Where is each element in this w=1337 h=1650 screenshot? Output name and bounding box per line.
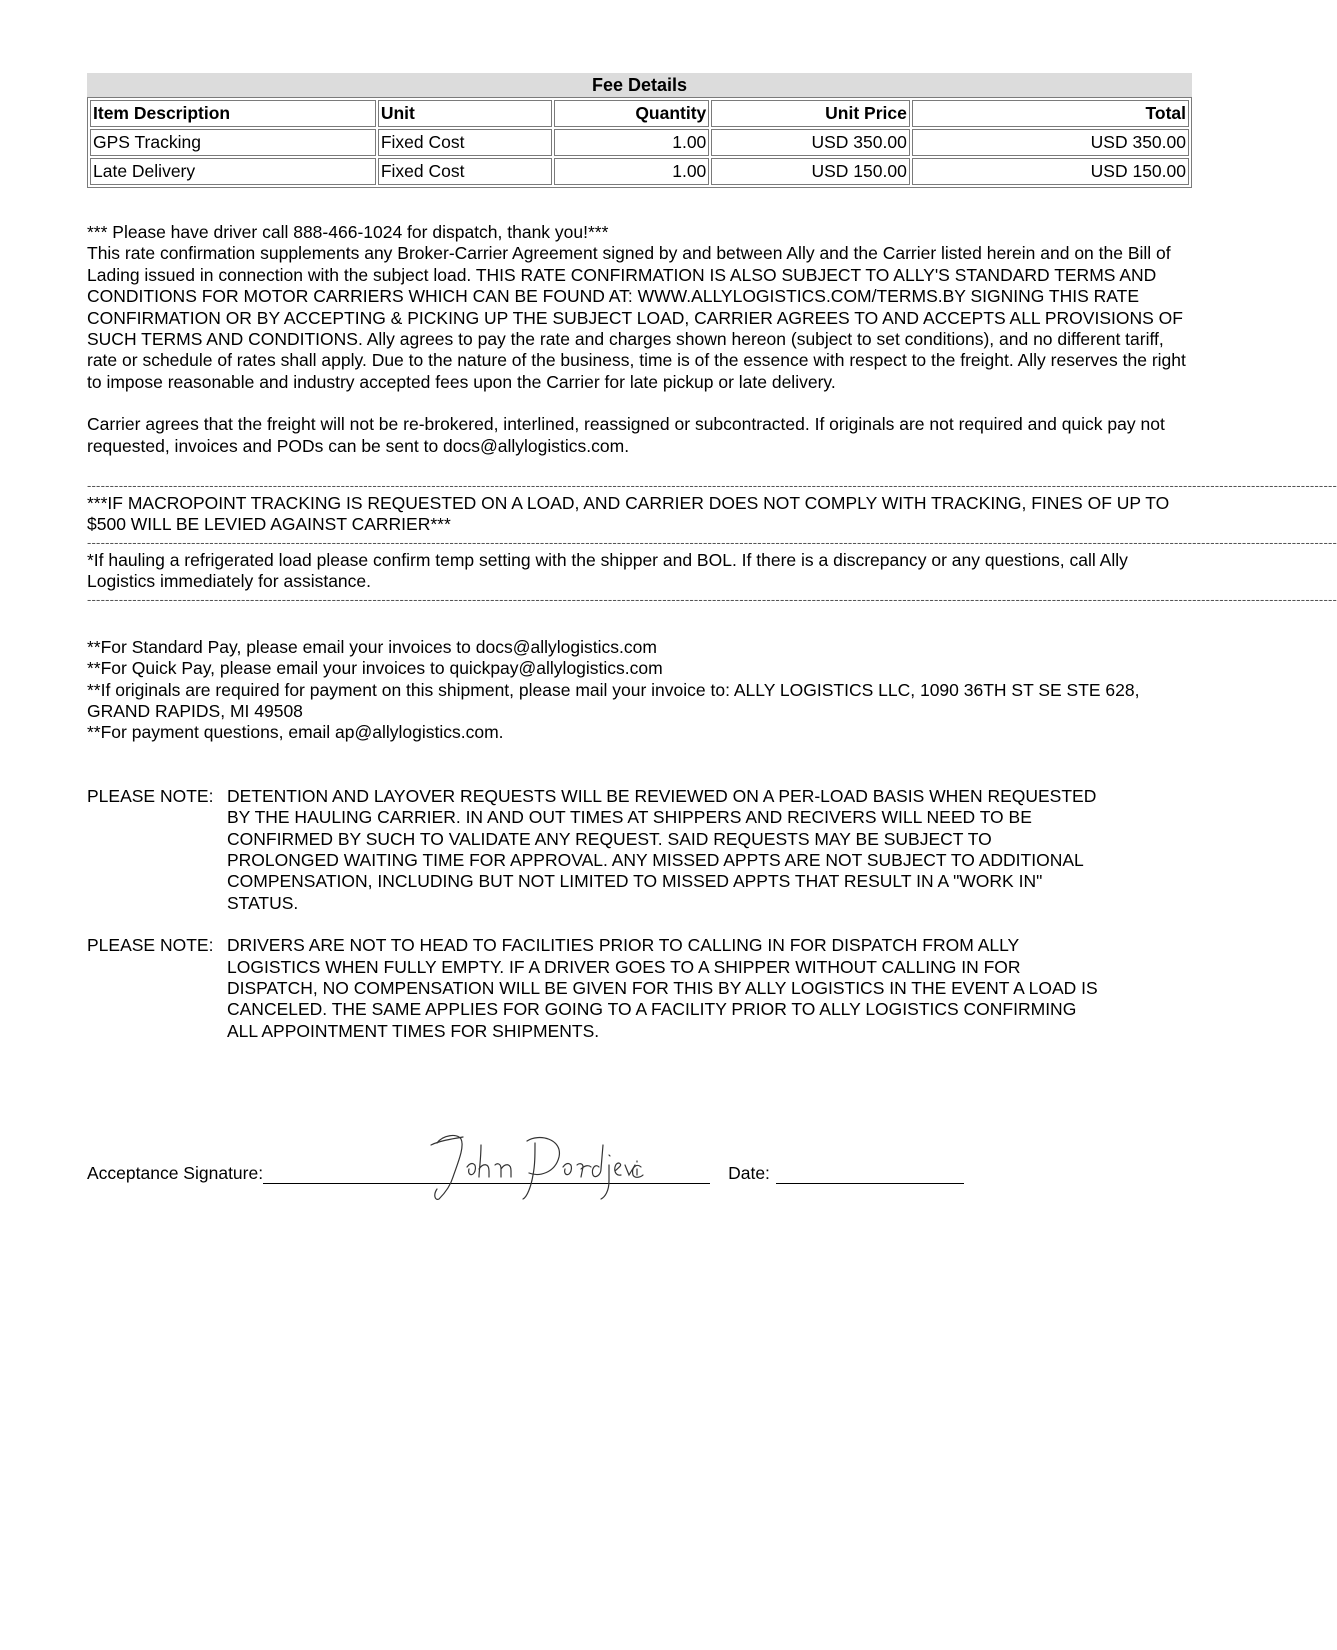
col-header-unit: Unit [378,100,553,127]
detention-note [87,786,1192,914]
col-header-item-description: Item Description [90,100,376,127]
dispatch-line: *** Please have driver call 888-466-1024 for dispatch, thank you!*** [87,222,609,242]
signature-field[interactable] [263,1165,710,1184]
cell-unit-price: USD 350.00 [711,129,910,156]
cell-quantity: 1.00 [554,129,709,156]
cell-unit-price: USD 150.00 [711,158,910,185]
signature-label: Acceptance Signature: [87,1163,264,1183]
note-text: DRIVERS ARE NOT TO HEAD TO FACILITIES PRIOR TO CALLING IN FOR DISPATCH FROM ALLY LOGISTICS WHEN FULLY EMPTY. IF A DRIVER GOES TO A SHIPPER WITHOUT CALLING IN FOR DISPATCH, NO COMPENSATION WILL BE GIVEN FOR THIS BY ALLY LOGISTICS IN THE EVENT A LOAD IS CANCELED. THE SAME APPLIES FOR GOING TO A FACILITY PRIOR TO ALLY LOGISTICS CONFIRMING ALL APPOINTMENT TIMES FOR SHIPMENTS. [227,935,1098,1041]
subcontract-paragraph: Carrier agrees that the freight will not be re-brokered, interlined, reassigned or subcontracted. If originals are not required and quick pay not requested, invoices and PODs can be sent to docs@allylogistics.com. [87,414,1165,456]
col-header-unit-price: Unit Price [711,100,910,127]
date-label: Date: [728,1163,770,1183]
table-row [90,129,1189,156]
cell-total: USD 150.00 [912,158,1189,185]
note-label: PLEASE NOTE: [87,935,214,956]
macropoint-warning: ***IF MACROPOINT TRACKING IS REQUESTED ON A LOAD, AND CARRIER DOES NOT COMPLY WITH TRACKING, FINES OF UP TO $500 WILL BE LEVIED AGAINST CARRIER*** [87,493,1170,535]
terms-paragraph: This rate confirmation supplements any Broker-Carrier Agreement signed by and between Ally and the Carrier listed herein and on the Bill of Lading issued in connection with the subject load. THIS RATE CONFIRMATION IS ALSO SUBJECT TO ALLY'S STANDARD TERMS AND CONDITIONS FOR MOTOR CARRIERS WHICH CAN BE FOUND AT: WWW.ALLYLOGISTICS.COM/TERMS.BY SIGNING THIS RATE CONFIRMATION OR BY ACCEPTING & PICKING UP THE SUBJECT LOAD, CARRIER AGREES TO AND ACCEPTS ALL PROVISIONS OF SUCH TERMS AND CONDITIONS. Ally agrees to pay the rate and charges shown hereon (subject to set conditions), and no different tariff, rate or schedule of rates shall apply. Due to the nature of the business, time is of the essence with respect to the freight. Ally reserves the right to impose reasonable and industry accepted fees upon the Carrier for late pickup or late delivery. [87,243,1186,392]
table-row [90,158,1189,185]
payment-quick: **For Quick Pay, please email your invoices to quickpay@allylogistics.com [87,658,663,679]
note-label: PLEASE NOTE: [87,785,214,806]
fee-details-title: Fee Details [87,73,1192,97]
signature-image [423,1125,643,1205]
document-page [87,73,1337,1183]
cell-item-description: Late Delivery [90,158,376,185]
terms-section [87,222,1337,744]
payment-standard: **For Standard Pay, please email your invoices to docs@allylogistics.com [87,636,657,657]
cell-unit: Fixed Cost [378,129,553,156]
cell-item-description: GPS Tracking [90,129,376,156]
dashed-divider: ------------------------------------------------------------------------------------------------------------------------------------------------------------------------------------------------------------------------------------------------------------------------------------ [87,478,1337,494]
dashed-divider: ------------------------------------------------------------------------------------------------------------------------------------------------------------------------------------------------------------------------------------------------------------------------------------ [87,534,1337,550]
dispatch-note [87,935,1192,1042]
signature-row [87,1163,964,1184]
col-header-total: Total [912,100,1189,127]
cell-quantity: 1.00 [554,158,709,185]
refrigerated-note: *If hauling a refrigerated load please confirm temp setting with the shipper and BOL. If there is a discrepancy or any questions, call Ally Logistics immediately for assistance. [87,549,1128,592]
dashed-divider: ------------------------------------------------------------------------------------------------------------------------------------------------------------------------------------------------------------------------------------------------------------------------------------ [87,591,1337,607]
cell-unit: Fixed Cost [378,158,553,185]
table-header-row [90,100,1189,127]
cell-total: USD 350.00 [912,129,1189,156]
note-text: DETENTION AND LAYOVER REQUESTS WILL BE REVIEWED ON A PER-LOAD BASIS WHEN REQUESTED BY THE HAULING CARRIER. IN AND OUT TIMES AT SHIPPERS AND RECIVERS WILL NEED TO BE CONFIRMED BY SUCH TO VALIDATE ANY REQUEST. SAID REQUESTS MAY BE SUBJECT TO PROLONGED WAITING TIME FOR APPROVAL. ANY MISSED APPTS ARE NOT SUBJECT TO ADDITIONAL COMPENSATION, INCLUDING BUT NOT LIMITED TO MISSED APPTS THAT RESULT IN A "WORK IN" STATUS. [227,785,1097,913]
fee-details-table [87,97,1192,188]
payment-questions: **For payment questions, email ap@allylogistics.com. [87,722,504,743]
col-header-quantity: Quantity [554,100,709,127]
date-field[interactable] [776,1165,964,1184]
payment-originals: **If originals are required for payment on this shipment, please mail your invoice to: ALLY LOGISTICS LLC, 1090 36TH ST SE STE 628, GRAND RAPIDS, MI 49508 [87,679,1140,721]
